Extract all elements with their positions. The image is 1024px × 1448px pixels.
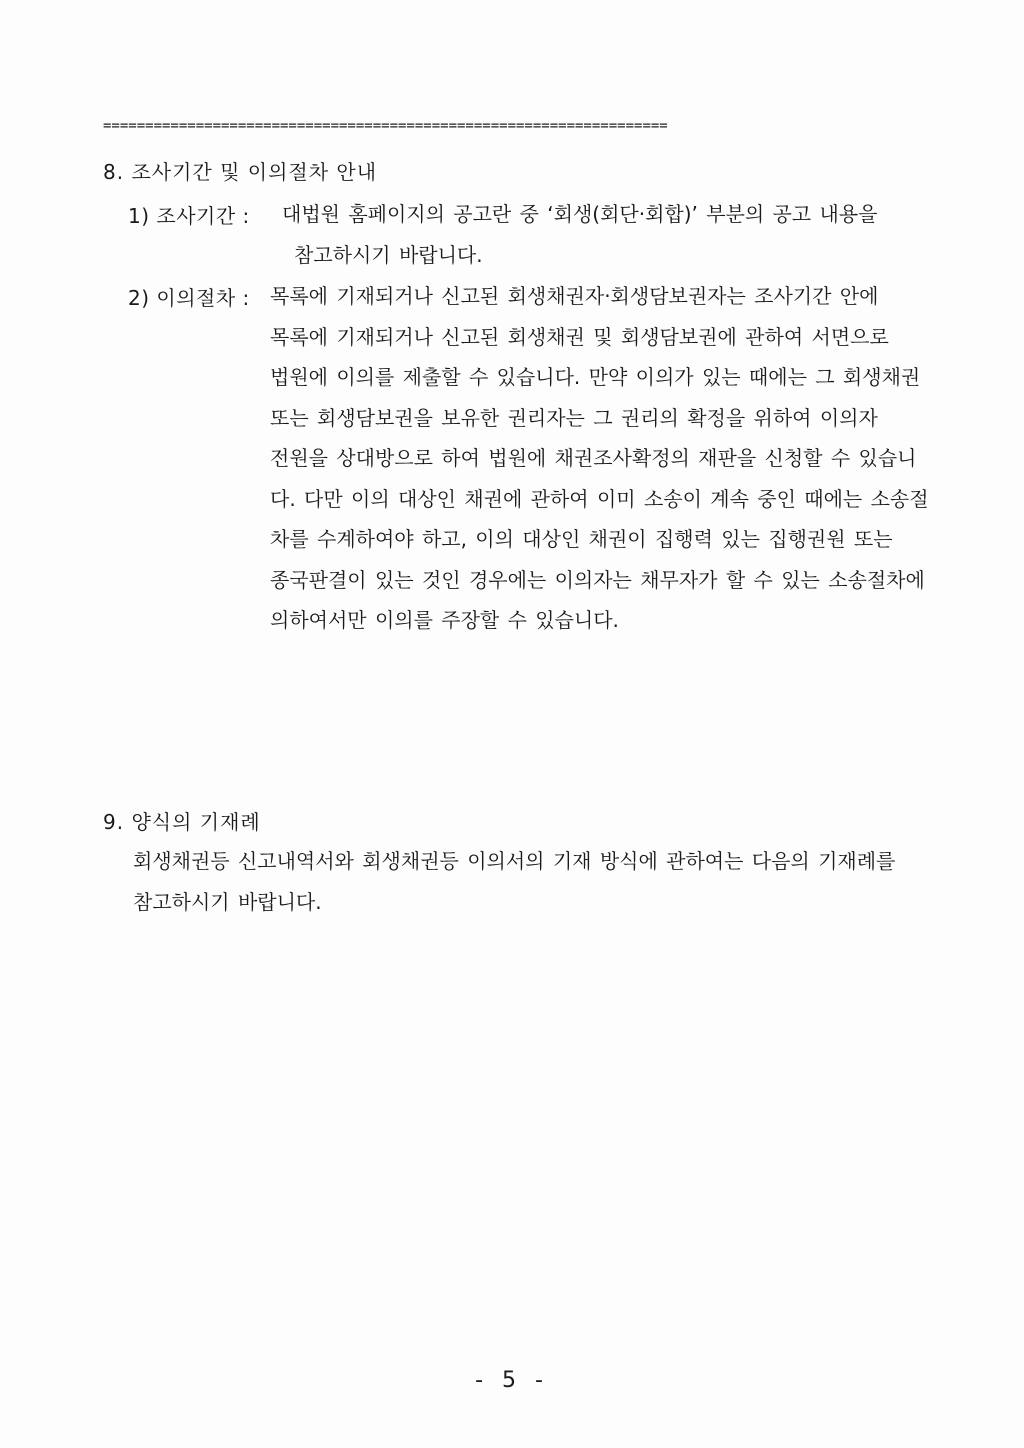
item-2-line: 또는 회생담보권을 보유한 권리자는 그 권리의 확정을 위하여 이의자 [270,405,878,430]
item-2-line: 차를 수계하여야 하고, 이의 대상인 채권이 집행력 있는 집행권원 또는 [270,527,893,551]
separator-line: =================================================================== [103,118,668,134]
section-9-line: 참고하시기 바랍니다. [133,889,322,914]
item-2-body [270,276,945,641]
section-8-heading: 8. 조사기간 및 이의절차 안내 [103,160,378,184]
item-2-line: 목록에 기재되거나 신고된 회생채권자·회생담보권자는 조사기간 안에 [270,284,879,308]
item-2-line: 전원을 상대방으로 하여 법원에 채권조사확정의 재판을 신청할 수 있습니 [270,446,917,470]
section-9-body [133,841,945,922]
section-9-line: 회생채권등 신고내역서와 회생채권등 이의서의 기재 방식에 관하여는 다음의 기재례를 [133,849,896,873]
item-2-line: 법원에 이의를 제출할 수 있습니다. 만약 이의가 있는 때에는 그 회생채권 [270,365,921,389]
item-1-line: 대법원 홈페이지의 공고란 중 ‘회생(회단·회합)’ 부분의 공고 내용을 [282,202,878,226]
section-9-heading: 9. 양식의 기재례 [103,810,261,834]
item-1-body [270,194,945,275]
item-2-line: 의하여서만 이의를 주장할 수 있습니다. [270,608,619,632]
item-2-label: 2) 이의절차 : [128,286,250,310]
item-2-line: 다. 다만 이의 대상인 채권에 관하여 이미 소송이 계속 중인 때에는 소송절 [270,486,929,511]
page-number: - 5 - [475,1368,549,1393]
item-2-line: 종국판결이 있는 것인 경우에는 이의자는 채무자가 할 수 있는 소송절차에 [270,567,925,592]
item-1-line: 참고하시기 바랍니다. [294,242,483,267]
item-2-line: 목록에 기재되거나 신고된 회생채권 및 회생담보권에 관하여 서면으로 [270,324,889,349]
item-1-label: 1) 조사기간 : [128,204,250,228]
